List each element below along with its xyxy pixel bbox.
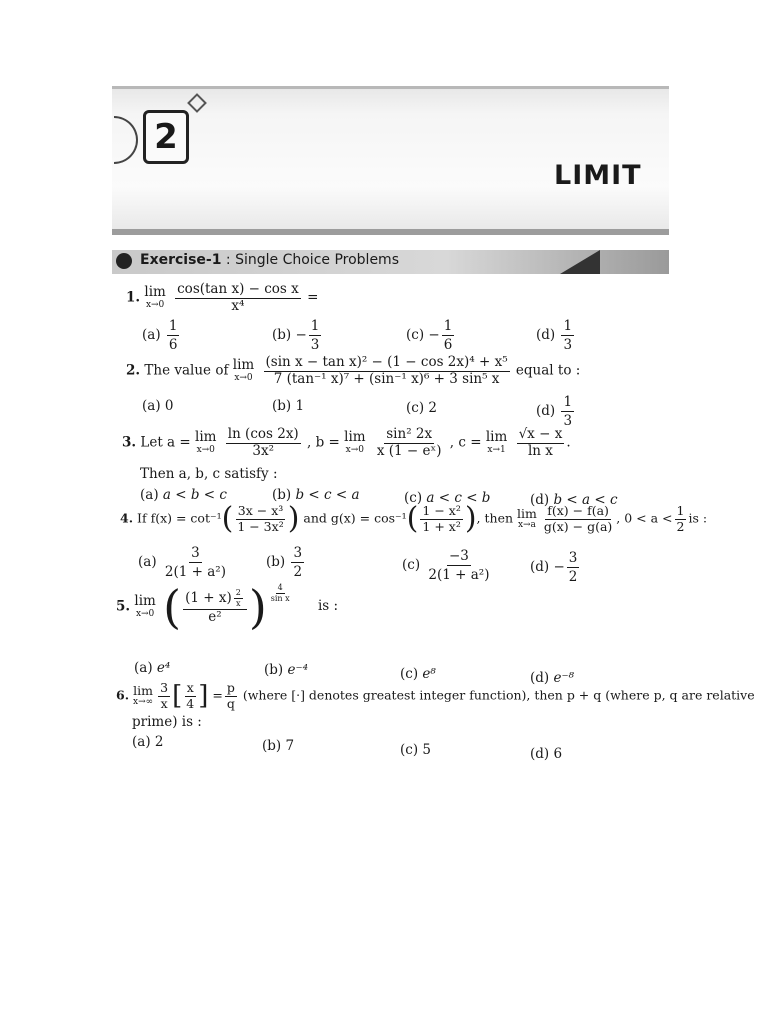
- q1-option-b[interactable]: (b) − $\frac{1}{3}$: [272, 318, 320, 353]
- question-1: 1. lim x→0 $\frac{\text{cos(tan x) − cos x}}{\text{x⁴}}$ =: [126, 281, 319, 314]
- q1-option-a[interactable]: (a) $\frac{1}{6}$: [142, 318, 178, 353]
- question-3: 3. Let a = lim x→0 $\frac{\ln (\cos 2x)}{\text{3x²}}$ , b = lim x→0 $\frac{\text{sin² 2x}}{\text{x (1 − eˣ)}}$ , c = lim x→1 $\frac{√x - x}{\text{ln x}}$ .: [122, 426, 571, 459]
- q2-option-d[interactable]: (d) $\frac{1}{3}$: [536, 394, 573, 429]
- q4-option-b[interactable]: (b) $\frac{3}{2}$: [266, 545, 303, 580]
- q6-option-a[interactable]: (a) 2: [132, 734, 164, 750]
- q3-option-a[interactable]: (a) a < b < c: [140, 487, 227, 503]
- q6-option-c[interactable]: (c) 5: [400, 742, 431, 758]
- q5-option-c[interactable]: (c) e⁸: [400, 666, 436, 682]
- q3-option-c[interactable]: (c) a < c < b: [404, 490, 491, 506]
- q3-then-text: Then a, b, c satisfy :: [140, 466, 278, 482]
- q2-option-b[interactable]: (b) 1: [272, 398, 305, 414]
- exercise-bullet-icon: [116, 253, 132, 269]
- decorative-triangle-icon: [560, 250, 600, 274]
- q1-option-c[interactable]: (c) − $\frac{1}{6}$: [406, 318, 453, 353]
- q2-option-c[interactable]: (c) 2: [406, 400, 437, 416]
- q5-option-b[interactable]: (b) e⁻⁴: [264, 662, 309, 678]
- q6-text-cont: prime) is :: [132, 714, 202, 730]
- exercise-heading: Exercise-1 : Single Choice Problems: [140, 252, 399, 268]
- question-5: 5. lim x→0 ( (1 + x) $\frac{2}{x}$ e² ) $^{\frac{4}{\text{sin x}}}$ is :: [116, 580, 339, 634]
- question-6: 6. lim x→∞ $\frac{3}{x}$ [ $\frac{x}{4}$ ] = $\frac{p}{q}$ (where [·] denotes greatest integer function), then p + q (where p, q are relative: [116, 680, 755, 711]
- chapter-number: 2: [143, 110, 189, 164]
- q6-option-d[interactable]: (d) 6: [530, 746, 563, 762]
- q4-option-c[interactable]: (c) $\frac{-3}{\text{2(1 + a²)}}$: [402, 548, 490, 583]
- q3-option-b[interactable]: (b) b < c < a: [272, 487, 360, 503]
- q3-option-d[interactable]: (d) b < a < c: [530, 492, 618, 508]
- q5-option-d[interactable]: (d) e⁻⁸: [530, 670, 575, 686]
- question-4: 4. If f(x) = cot⁻¹( $\frac{\text{3x − x³}}{\text{1 − 3x²}}$ ) and g(x) = cos⁻¹( $\frac{\text{1 − x²}}{\text{1 + x²}}$ ), then lim x→a $\frac{f(x) - f(a)}{g(x) - g(a)}$ , 0 < a < $\frac{1}{2}$ is :: [120, 501, 708, 536]
- chapter-title: LIMIT: [554, 160, 642, 191]
- q5-option-a[interactable]: (a) e⁴: [134, 660, 171, 676]
- question-2: 2. The value of lim x→0 $\frac{\text{(sin x − tan x)² − (1 − cos 2x)⁴ + x⁵}}{\text{7 (tan⁻¹ x)⁷ + (sin⁻¹ x)⁶ + 3 sin⁵ x}}$ equal to :: [126, 354, 581, 387]
- q1-fraction: $\frac{\text{cos(tan x) − cos x}}{\text{x⁴}}$: [177, 281, 299, 314]
- q1-option-d[interactable]: (d) $\frac{1}{3}$: [536, 318, 573, 353]
- q6-option-b[interactable]: (b) 7: [262, 738, 295, 754]
- q4-option-d[interactable]: (d) − $\frac{3}{2}$: [530, 550, 578, 585]
- q2-option-a[interactable]: (a) 0: [142, 398, 174, 414]
- q2-fraction: $\frac{\text{(sin x − tan x)² − (1 − cos 2x)⁴ + x⁵}}{\text{7 (tan⁻¹ x)⁷ + (sin⁻¹ x)⁶ + 3 sin⁵ x}}$: [265, 354, 508, 387]
- q4-option-a[interactable]: (a) $\frac{3}{\text{2(1 + a²)}}$: [138, 545, 226, 580]
